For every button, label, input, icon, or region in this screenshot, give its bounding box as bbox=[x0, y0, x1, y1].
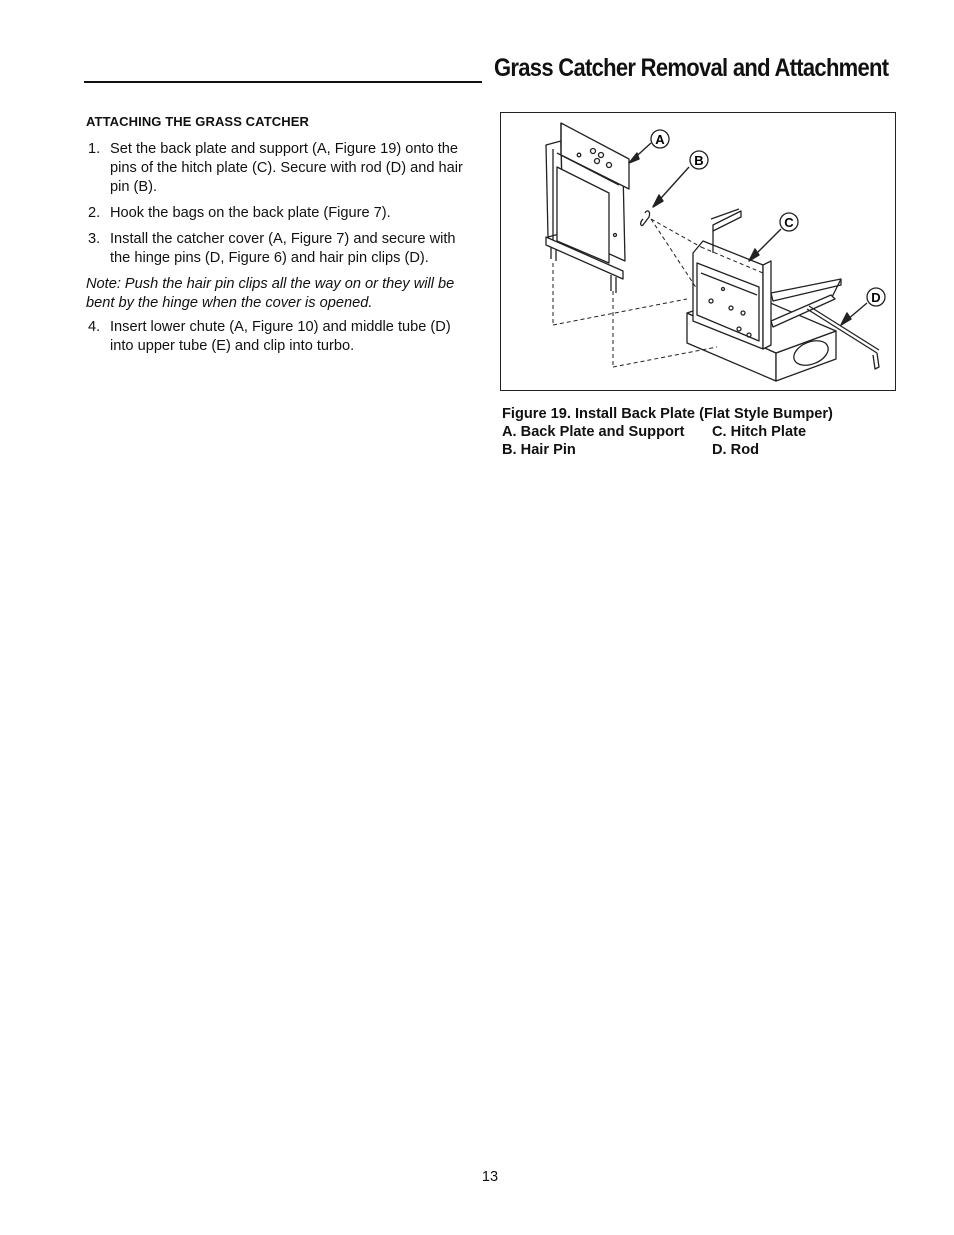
step-3 bbox=[86, 230, 466, 268]
legend-row bbox=[502, 441, 902, 459]
step-text: Hook the bags on the back plate (Figure 7). bbox=[110, 205, 391, 221]
step-2 bbox=[86, 204, 466, 223]
callout-c bbox=[780, 213, 798, 231]
callout-a bbox=[651, 130, 669, 148]
svg-text:D: D bbox=[871, 290, 881, 305]
back-plate-drawing bbox=[546, 123, 629, 306]
svg-text:A: A bbox=[655, 132, 665, 147]
legend-item-b: B. Hair Pin bbox=[502, 442, 576, 458]
step-text: Set the back plate and support (A, Figure 19) onto the pins of the hitch plate (C). Secure with rod (D) and hair pin (B). bbox=[110, 141, 463, 195]
step-text: Insert lower chute (A, Figure 10) and middle tube (D) into upper tube (E) and clip into turbo. bbox=[110, 319, 451, 354]
step-number: 2. bbox=[88, 205, 101, 221]
svg-text:B: B bbox=[694, 153, 704, 168]
hitch-plate-drawing bbox=[687, 209, 841, 381]
legend-item-a: A. Back Plate and Support bbox=[502, 424, 685, 440]
legend-item-c: C. Hitch Plate bbox=[712, 424, 807, 440]
callout-d bbox=[867, 288, 885, 306]
figure-caption bbox=[502, 405, 902, 459]
legend-row bbox=[502, 423, 902, 441]
step-1 bbox=[86, 140, 466, 197]
caption-title: Figure 19. Install Back Plate (Flat Style Bumper) bbox=[502, 406, 833, 422]
note: Note: Push the hair pin clips all the way on or they will be bent by the hinge when the cover is opened. bbox=[86, 276, 455, 311]
header-rule bbox=[84, 81, 482, 83]
hair-pin-drawing bbox=[641, 211, 650, 226]
page-title: Grass Catcher Removal and Attachment bbox=[494, 54, 889, 82]
callout-b bbox=[690, 151, 708, 169]
instructions-column bbox=[86, 112, 466, 363]
page-number: 13 bbox=[481, 1169, 499, 1185]
back-plate-diagram bbox=[501, 113, 897, 392]
step-text: Install the catcher cover (A, Figure 7) and secure with the hinge pins (D, Figure 6) and hair pin clips (D). bbox=[110, 231, 456, 266]
section-heading: ATTACHING THE GRASS CATCHER bbox=[86, 114, 309, 129]
step-number: 1. bbox=[88, 141, 101, 157]
legend-item-d: D. Rod bbox=[712, 442, 760, 458]
step-number: 3. bbox=[88, 231, 101, 247]
step-number: 4. bbox=[88, 319, 101, 335]
step-4 bbox=[86, 318, 466, 356]
figure-19-illustration bbox=[500, 112, 896, 391]
svg-text:C: C bbox=[784, 215, 794, 230]
